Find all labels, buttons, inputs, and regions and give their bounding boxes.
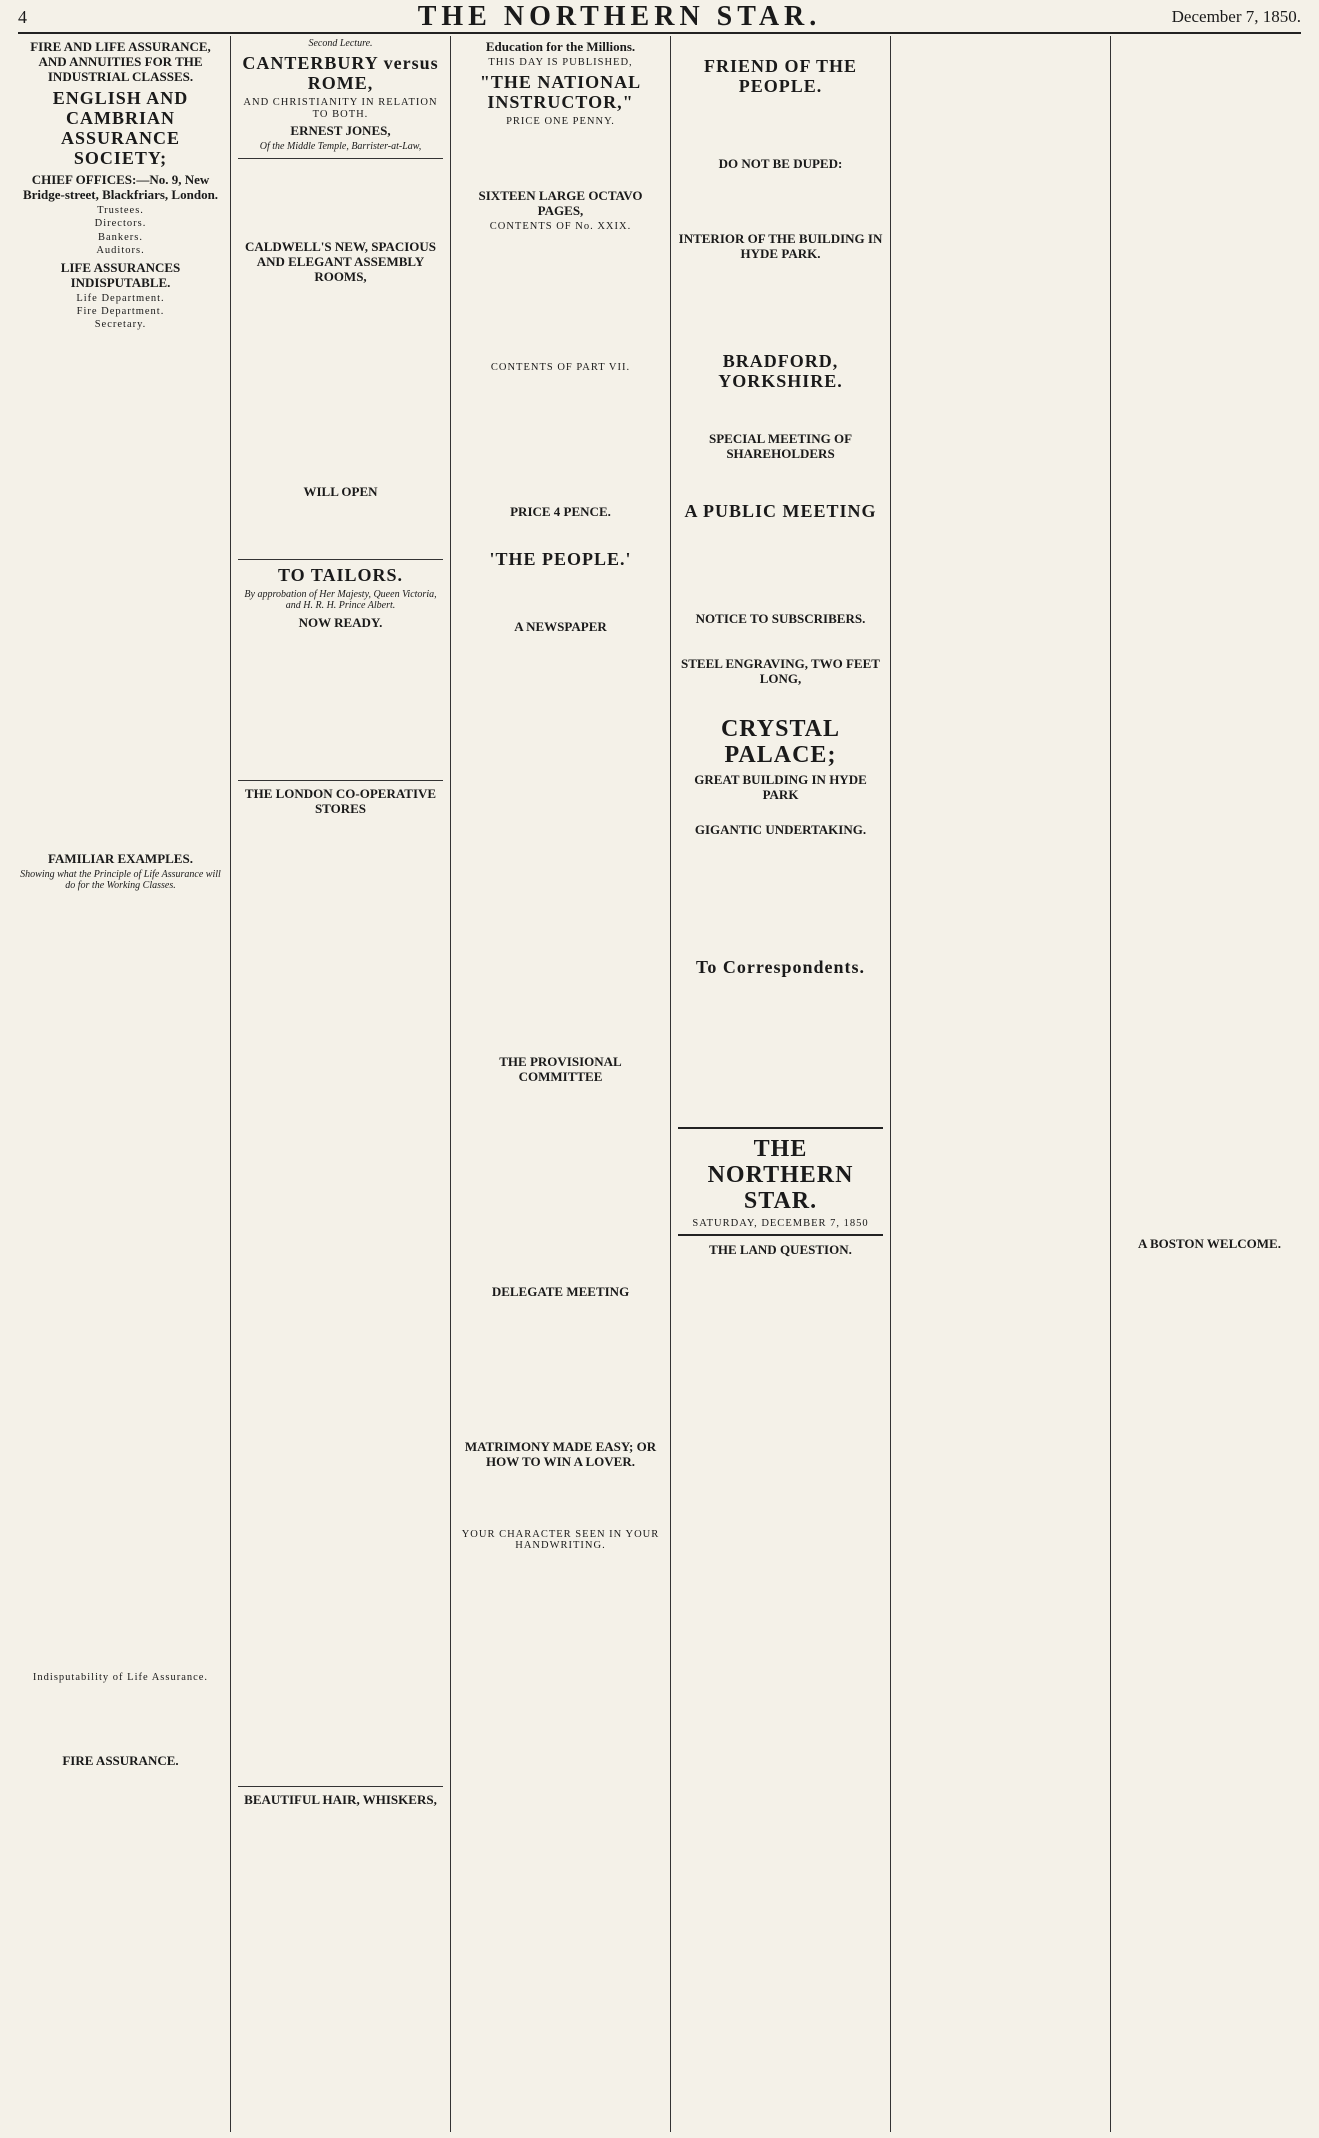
col2-will-open: WILL OPEN — [303, 483, 378, 499]
column-rule — [1110, 36, 1111, 2132]
column-5 — [898, 36, 1103, 2132]
col1-heading-offices: CHIEF OFFICES:—No. 9, New Bridge-street, Blackfriars, London. — [22, 172, 219, 202]
col1-sec-bankers: Bankers. — [97, 231, 144, 243]
col3-heading-instructor: "THE NATIONAL INSTRUCTOR," — [479, 72, 642, 113]
col1-examples-subtitle: Showing what the Principle of Life Assurance will do for the Working Classes. — [20, 868, 221, 892]
col4-steel-engraving: STEEL ENGRAVING, TWO FEET LONG, — [681, 656, 880, 686]
col4-heading-interior: INTERIOR OF THE BUILDING IN HYDE PARK. — [678, 231, 883, 261]
col3-heading-delegate: DELEGATE MEETING — [491, 1283, 630, 1299]
col6-heading-boston: A BOSTON WELCOME. — [1138, 1236, 1281, 1251]
col1-sec-secretary: Secretary. — [94, 319, 147, 331]
col3-sixteen-pages: SIXTEEN LARGE OCTAVO PAGES, — [478, 187, 643, 218]
col1-sec-indisputability: Indisputability of Life Assurance. — [32, 1671, 209, 1683]
column-3 — [458, 36, 663, 2132]
col2-heading-tailors: TO TAILORS. — [277, 564, 404, 585]
column-2 — [238, 36, 443, 2132]
col4-editorial-date: SATURDAY, DECEMBER 7, 1850 — [692, 1218, 869, 1229]
col4-heading-bradford: BRADFORD, YORKSHIRE. — [718, 351, 843, 391]
col2-heading-cooperative-stores: THE LONDON CO-OPERATIVE STORES — [244, 786, 437, 817]
col1-heading-society: ENGLISH AND CAMBRIAN ASSURANCE SOCIETY; — [52, 88, 189, 168]
column-rule — [670, 36, 671, 2132]
col4-heading-land-question: THE LAND QUESTION. — [709, 1242, 852, 1258]
col2-lecture-label: Second Lecture. — [308, 38, 373, 49]
masthead — [18, 2, 1301, 34]
col4-heading-shareholders: SPECIAL MEETING OF SHAREHOLDERS — [708, 431, 853, 461]
column-rule — [890, 36, 891, 2132]
col4-editorial-masthead — [678, 1127, 883, 1236]
col4-great-building: GREAT BUILDING IN HYDE PARK — [694, 772, 867, 802]
columns — [18, 36, 1301, 2132]
column-rule — [450, 36, 451, 2132]
col3-heading-matrimony: MATRIMONY MADE EASY; OR HOW TO WIN A LOVER. — [464, 1438, 657, 1469]
col3-heading-the-people: 'THE PEOPLE.' — [489, 548, 632, 569]
col1-sec-directors: Directors. — [94, 218, 147, 230]
col1-heading-indisputable: LIFE ASSURANCES INDISPUTABLE. — [60, 259, 181, 290]
col2-tailors-subtitle: By approbation of Her Majesty, Queen Victoria, and H. R. H. Prince Albert. — [244, 588, 437, 612]
col1-heading-fire-life: FIRE AND LIFE ASSURANCE, AND ANNUITIES FOR THE INDUSTRIAL CLASSES. — [30, 39, 211, 84]
col3-contents-part-vii: CONTENTS OF PART VII. — [490, 362, 631, 374]
col1-heading-examples: FAMILIAR EXAMPLES. — [48, 850, 193, 866]
col1-sec-auditors: Auditors. — [96, 245, 145, 257]
col3-heading-education: Education for the Millions. — [485, 39, 636, 54]
col4-heading-public-meeting: A PUBLIC MEETING — [684, 501, 877, 521]
col1-sec-fire: Fire Department. — [76, 306, 165, 318]
col4-heading-crystal-palace: CRYSTAL PALACE; — [720, 716, 841, 768]
col3-price-4-pence: PRICE 4 PENCE. — [510, 503, 611, 519]
page-number: 4 — [18, 6, 27, 27]
col3-heading-committee: THE PROVISIONAL COMMITTEE — [499, 1053, 622, 1084]
col1-heading-fire-assurance: FIRE ASSURANCE. — [62, 1753, 179, 1769]
col2-heading-ernest-jones: ERNEST JONES, — [290, 123, 391, 139]
col3-price: PRICE ONE PENNY. — [506, 116, 615, 128]
column-6 — [1118, 36, 1301, 2132]
column-rule — [230, 36, 231, 2132]
newspaper-title: THE NORTHERN STAR. — [417, 1, 822, 32]
col2-heading-canterbury: CANTERBURY versus ROME, — [242, 53, 439, 94]
col4-heading-not-duped: DO NOT BE DUPED: — [718, 156, 843, 171]
col3-heading-handwriting: YOUR CHARACTER SEEN IN YOUR HANDWRITING. — [461, 1528, 660, 1552]
issue-date: December 7, 1850. — [1171, 7, 1301, 26]
col2-heading-caldwells: CALDWELL'S NEW, SPACIOUS AND ELEGANT ASSEMBLY ROOMS, — [244, 238, 437, 284]
col4-heading-notice: NOTICE TO SUBSCRIBERS. — [695, 611, 866, 626]
col4-editorial-title: THE NORTHERN STAR. — [707, 1136, 854, 1214]
col3-heading-newspaper: A NEWSPAPER — [514, 618, 607, 634]
col3-contents-xxix: CONTENTS OF No. XXIX. — [489, 220, 632, 232]
col1-sec-trustees: Trustees. — [97, 205, 144, 216]
col4-heading-correspondents: To Correspondents. — [695, 957, 866, 977]
col4-heading-friend: FRIEND OF THE PEOPLE. — [703, 56, 858, 96]
col3-published: THIS DAY IS PUBLISHED, — [488, 57, 633, 68]
col1-sec-life: Life Department. — [76, 292, 165, 304]
col2-jones-subtitle: Of the Middle Temple, Barrister-at-Law, — [259, 141, 422, 153]
col2-now-ready: NOW READY. — [298, 615, 383, 631]
col2-canterbury-subtitle: AND CHRISTIANITY IN RELATION TO BOTH. — [243, 97, 438, 120]
column-1 — [18, 36, 223, 2132]
col4-gigantic: GIGANTIC UNDERTAKING. — [694, 822, 867, 837]
column-4 — [678, 36, 883, 2132]
col2-heading-hair: BEAUTIFUL HAIR, WHISKERS, — [244, 1792, 437, 1808]
